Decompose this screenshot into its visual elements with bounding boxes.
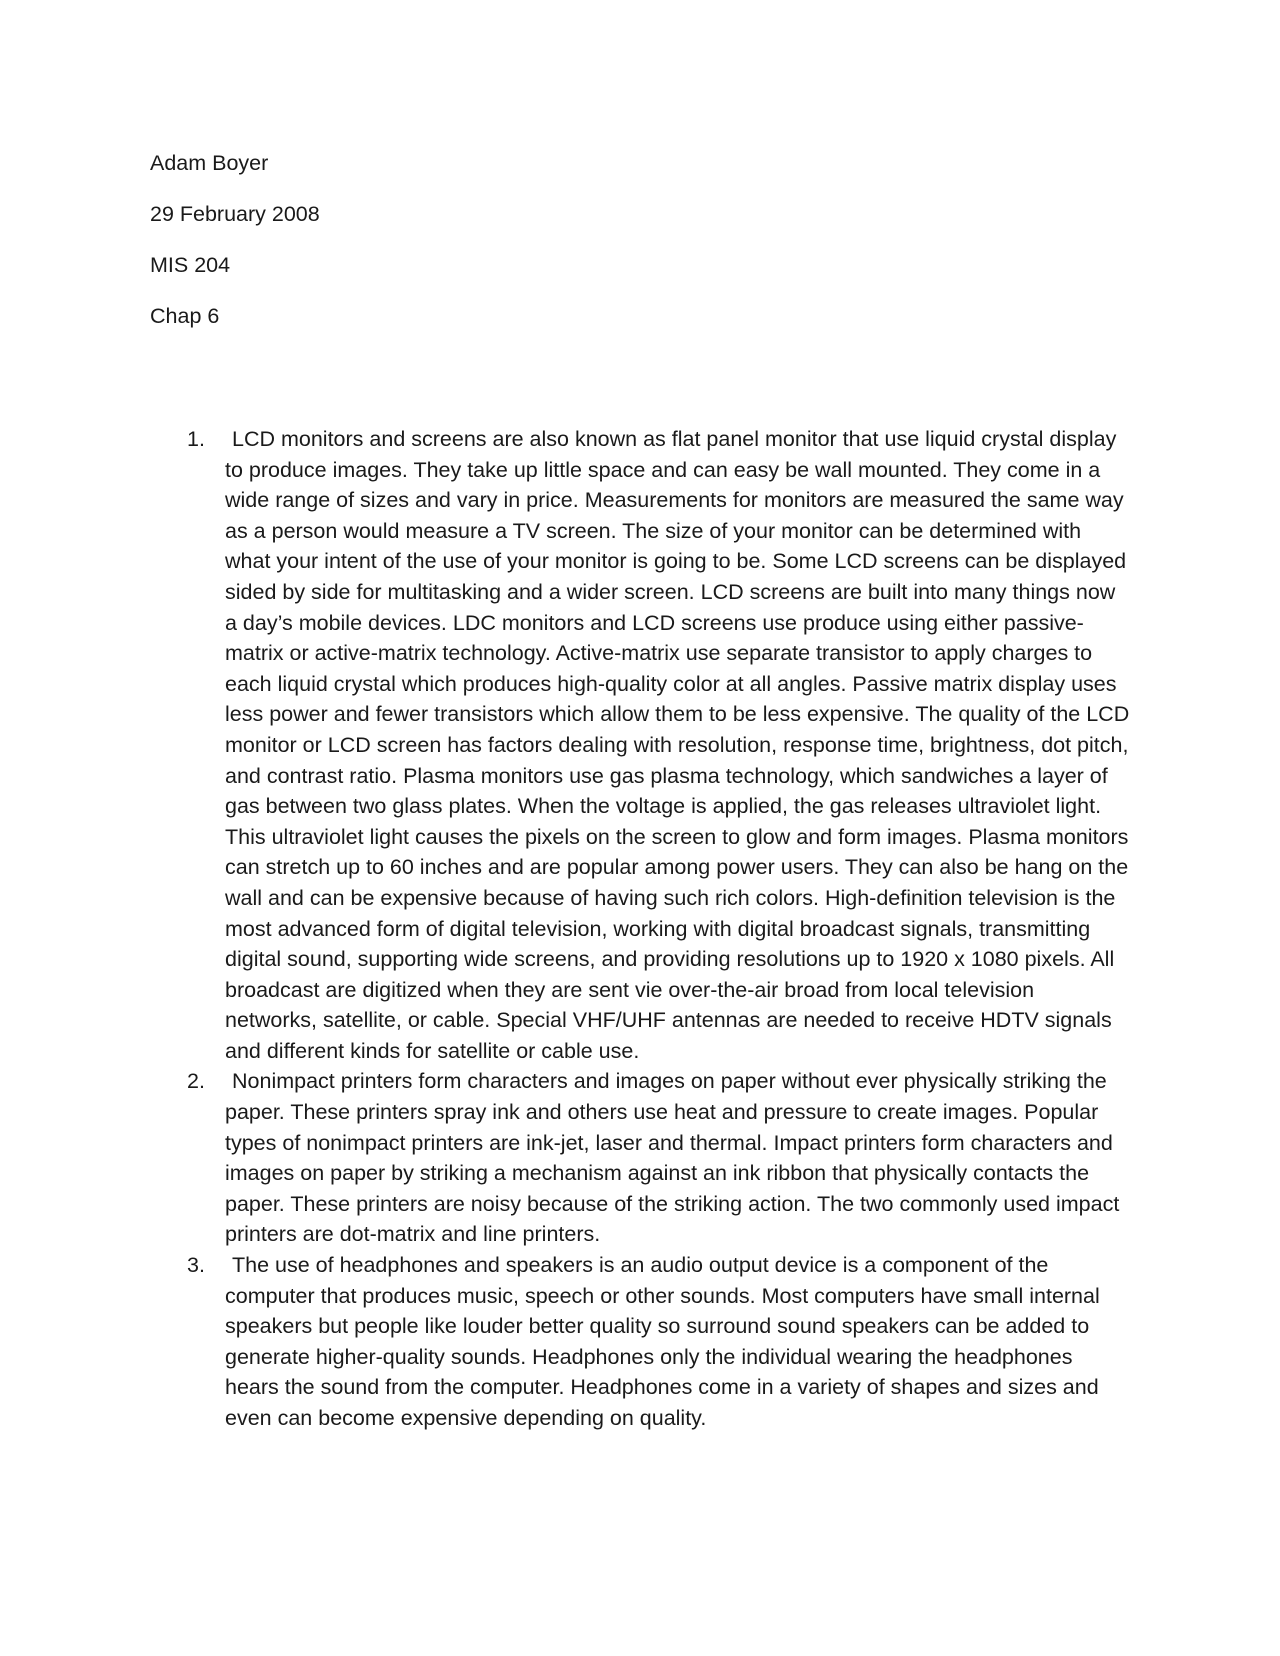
course-code: MIS 204 — [150, 253, 231, 277]
list-item — [150, 424, 1130, 1066]
answer-list — [150, 424, 1130, 1434]
list-item — [150, 1250, 1130, 1434]
item-text: Nonimpact printers form characters and images on paper without ever physically striking the paper. These printers spray ink and others use heat and pressure to create images. Popular types of nonimpact printers are ink-jet, laser and thermal. Impact printers form characters and images on paper by striking a mechanism against an ink ribbon that physically contacts the paper. These printers are noisy because of the striking action. The two commonly used impact printers are dot-matrix and line printers. — [225, 1069, 1120, 1247]
item-number: 1. — [187, 427, 205, 451]
author-name: Adam Boyer — [150, 151, 269, 175]
list-item — [150, 1066, 1130, 1250]
item-number: 2. — [187, 1069, 205, 1094]
item-number: 3. — [187, 1253, 205, 1278]
item-text: The use of headphones and speakers is an audio output device is a component of the computer that produces music, speech or other sounds. Most computers have small internal speakers but people like louder better quality so surround sound speakers can be added to generate higher-quality sounds. Headphones only the individual wearing the headphones hears the sound from the computer. Headphones come in a variety of shapes and sizes and even can become expensive depending on quality. — [225, 1253, 1100, 1430]
chapter-label: Chap 6 — [150, 304, 220, 328]
item-text: LCD monitors and screens are also known as flat panel monitor that use liquid crystal display to produce images. They take up little space and can easy be wall mounted. They come in a wide range of sizes and vary in price. Measurements for monitors are measured the same way as a person would measure a TV screen. The size of your monitor can be determined with what your intent of the use of your monitor is going to be. Some LCD screens can be displayed sided by side for multitasking and a wider screen. LCD screens are built into many things now a day’s mobile devices. LDC monitors and LCD screens use produce using either passive-matrix or active-matrix technology. Active-matrix use separate transistor to apply charges to each liquid crystal which produces high-quality color at all angles. Passive matrix display uses less power and fewer transistors which allow them to be less expensive. The quality of the LCD monitor or LCD screen has factors dealing with resolution, response time, brightness, dot pitch, and contrast ratio. Plasma monitors use gas plasma technology, which sandwiches a layer of gas between two glass plates. When the voltage is applied, the gas releases ultraviolet light. This ultraviolet light causes the pixels on the screen to glow and form images. Plasma monitors can stretch up to 60 inches and are popular among power users. They can also be hang on the wall and can be expensive because of having such rich colors. High-definition television is the most advanced form of digital television, working with digital broadcast signals, transmitting digital sound, supporting wide screens, and providing resolutions up to 1920 x 1080 pixels. All broadcast are digitized when they are sent vie over-the-air broad from local television networks, satellite, or cable. Special VHF/UHF antennas are needed to receive HDTV signals and different kinds for satellite or cable use. — [225, 427, 1130, 1063]
document-header — [150, 150, 850, 354]
document-date: 29 February 2008 — [150, 202, 320, 226]
